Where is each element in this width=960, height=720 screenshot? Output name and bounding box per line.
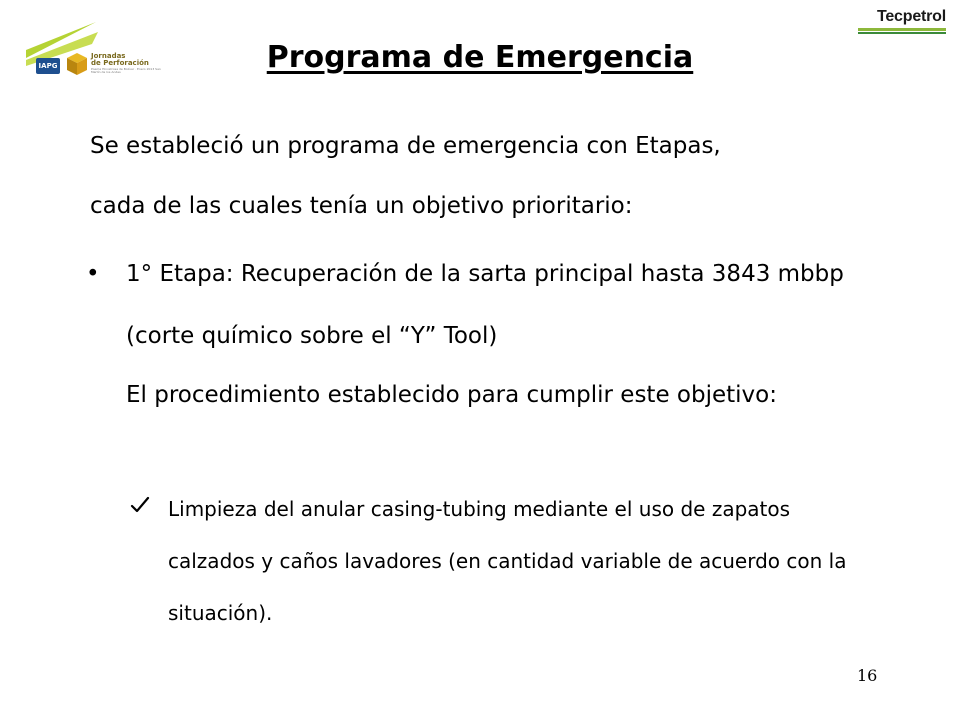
tecpetrol-logo — [858, 8, 946, 34]
intro-line-1: Se estableció un programa de emergencia con Etapas, — [90, 133, 721, 159]
iapg-badge-text: IAPG — [38, 62, 58, 70]
jornadas-text-small: Poema Hinostrosa de Bolívar · Enero 2013 San Martín de los Andes — [91, 67, 161, 74]
brand-bar-dark — [858, 32, 946, 34]
intro-line-2: cada de las cuales tenía un objetivo prioritario: — [90, 193, 633, 219]
jornadas-text-line1: Jornadas — [91, 52, 126, 60]
brand-bar-light — [858, 28, 946, 31]
jornadas-text-line2: de Perforación — [91, 59, 149, 67]
page-number: 16 — [857, 666, 878, 685]
bullet-icon: • — [86, 261, 100, 287]
procedure-text: El procedimiento establecido para cumplir este objetivo: — [126, 382, 777, 408]
intro-paragraph — [90, 116, 910, 236]
slide-title — [0, 40, 960, 75]
slide-title-text: Programa de Emergencia — [266, 40, 694, 75]
check-item-text: Limpieza del anular casing-tubing mediante el uso de zapatos calzados y caños lavadores (en cantidad variable de acuerdo con la situación). — [168, 497, 847, 625]
brand-name: Tecpetrol — [876, 8, 946, 25]
stage-bullet-text: 1° Etapa: Recuperación de la sarta principal hasta 3843 mbbp (corte químico sobre el “Y” Tool) — [126, 261, 844, 349]
checkmark-icon — [130, 495, 150, 515]
